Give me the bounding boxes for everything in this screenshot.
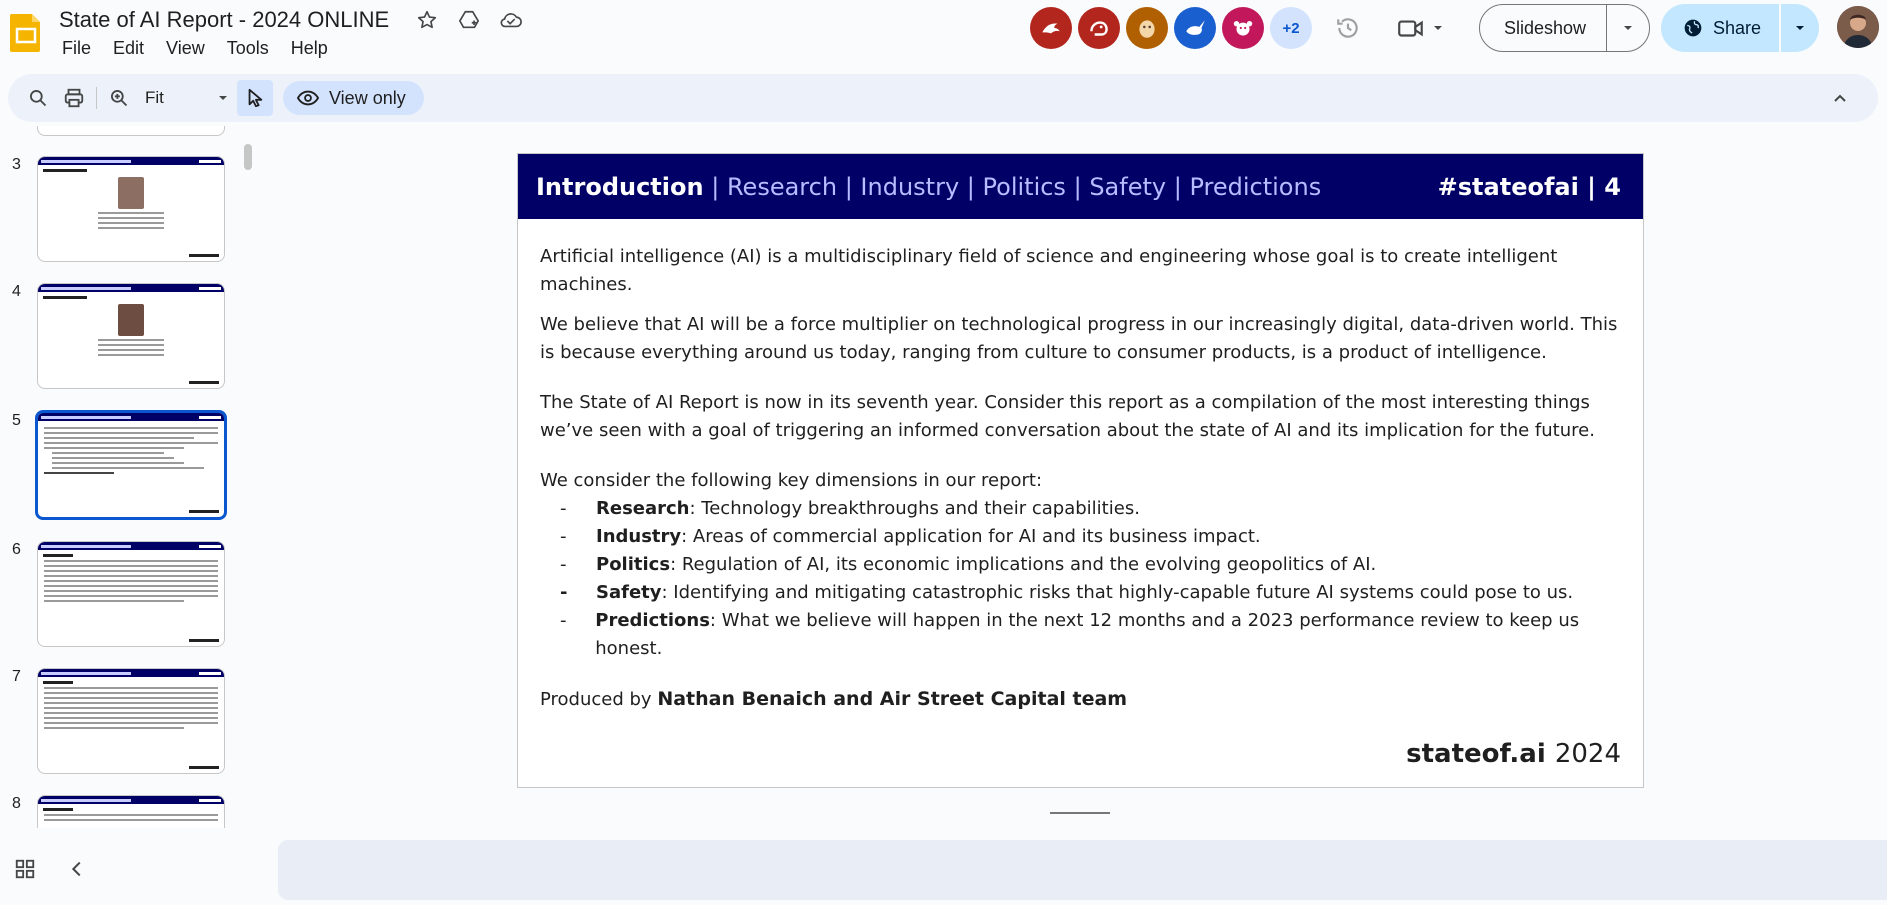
video-camera-icon [1396, 15, 1426, 41]
list-item: - Predictions: What we believe will happen in the next 12 months and a 2023 performance review to keep us honest. [560, 610, 1580, 659]
slide-number: 5 [12, 412, 21, 429]
cloud-status-icon[interactable] [497, 6, 525, 34]
axolotl-avatar[interactable] [1078, 7, 1120, 49]
author-photo [118, 177, 144, 209]
slide-number: 7 [12, 668, 21, 685]
author-photo [118, 304, 144, 336]
slide-hashtag: #stateofai | 4 [1437, 172, 1621, 201]
narwhal-avatar[interactable] [1174, 7, 1216, 49]
paragraph: We consider the following key dimensions in our report: [540, 470, 1043, 491]
speaker-notes-panel[interactable] [278, 840, 1887, 900]
eye-icon [297, 90, 319, 106]
nav-safety[interactable]: Safety [1089, 172, 1167, 201]
menu-edit[interactable]: Edit [113, 38, 145, 58]
dolphin-avatar[interactable] [1030, 7, 1072, 49]
collaborator-avatars [1030, 7, 1312, 49]
grid-view-icon[interactable] [14, 858, 36, 885]
view-only-label: View only [329, 87, 406, 108]
meet-button[interactable] [1396, 10, 1444, 46]
slide-thumbnail[interactable] [37, 795, 225, 828]
nav-industry[interactable]: Industry [860, 172, 960, 201]
list-item: - Industry: Areas of commercial application for AI and its business impact. [560, 526, 1261, 547]
filmstrip-scrollbar[interactable] [244, 144, 252, 170]
slideshow-options-dropdown[interactable] [1607, 5, 1649, 51]
zoom-icon[interactable] [101, 80, 137, 116]
document-title[interactable]: State of AI Report - 2024 ONLINE [59, 7, 390, 32]
slide-filmstrip[interactable] [0, 126, 255, 828]
share-options-dropdown[interactable] [1781, 4, 1819, 52]
collapse-filmstrip-icon[interactable] [66, 858, 88, 885]
paragraph: The State of AI Report is now in its seventh year. Consider this report as a compilation of the most interesting things we’ve seen with a goal of triggering an informed conversation about the state of AI and its implication for the future. [540, 392, 1595, 441]
axolotl-pink-avatar[interactable] [1222, 7, 1264, 49]
speaker-notes-resize-handle[interactable] [1050, 812, 1110, 814]
slide-footer [1406, 739, 1621, 769]
slide-number: 4 [12, 283, 21, 300]
slideshow-button[interactable]: Slideshow [1480, 5, 1607, 51]
list-item: - Safety: Identifying and mitigating catastrophic risks that highly-capable future AI systems could pose to us. [560, 582, 1574, 603]
produced-by: Produced by Nathan Benaich and Air Street Capital team [540, 688, 1128, 710]
nav-separator: | [844, 172, 853, 201]
list-item: - Research: Technology breakthroughs and their capabilities. [560, 498, 1140, 519]
toolbar-divider [96, 87, 97, 109]
slide-canvas[interactable] [517, 153, 1644, 788]
menu-view[interactable]: View [166, 38, 205, 58]
footer-year: 2024 [1554, 739, 1621, 769]
paragraph: Artificial intelligence (AI) is a multidisciplinary field of science and engineering whose goal is to create intelligent machines. [540, 246, 1558, 295]
share-button-group [1661, 4, 1819, 52]
chevron-down-icon [217, 92, 229, 104]
menu-tools[interactable]: Tools [226, 38, 269, 58]
menu-help[interactable]: Help [290, 38, 328, 58]
chevron-down-icon [1432, 22, 1444, 34]
menu-file[interactable]: File [62, 38, 92, 58]
select-pointer-icon[interactable] [237, 80, 273, 116]
slideshow-button-group [1479, 4, 1650, 52]
slide-thumbnail-selected[interactable] [35, 410, 227, 520]
nav-separator: | [1073, 172, 1082, 201]
slide-number: 3 [12, 156, 21, 173]
nav-separator: | [711, 172, 720, 201]
slide-thumbnail[interactable] [37, 668, 225, 774]
slide-number: 6 [12, 541, 21, 558]
nav-politics[interactable]: Politics [982, 172, 1066, 201]
section-nav [536, 173, 1321, 201]
more-collaborators-badge[interactable]: +2 [1270, 7, 1312, 49]
account-avatar[interactable] [1837, 6, 1879, 48]
zoom-value: Fit [145, 88, 164, 107]
globe-icon [1683, 18, 1703, 38]
version-history-icon[interactable] [1330, 10, 1366, 46]
slide-header-bar [518, 154, 1643, 219]
toolbar [8, 74, 1878, 122]
move-to-drive-icon[interactable] [455, 6, 483, 34]
print-icon[interactable] [56, 80, 92, 116]
list-item: - Politics: Regulation of AI, its economic implications and the evolving geopolitics of AI. [560, 554, 1377, 575]
star-icon[interactable] [413, 6, 441, 34]
nav-research[interactable]: Research [726, 172, 838, 201]
share-button[interactable] [1661, 4, 1781, 52]
menu-bar [51, 36, 339, 61]
nav-introduction[interactable]: Introduction [536, 172, 704, 201]
slides-logo-icon[interactable] [10, 12, 42, 54]
paragraph: We believe that AI will be a force multiplier on technological progress in our increasingly digital, data-driven world. This is because everything around us today, ranging from culture to consumer products, is a product of intelligence. [540, 314, 1618, 363]
slide-thumbnail-partial[interactable] [37, 126, 225, 136]
capybara-avatar[interactable] [1126, 7, 1168, 49]
slide-thumbnail[interactable] [37, 283, 225, 389]
nav-predictions[interactable]: Predictions [1189, 172, 1322, 201]
nav-separator: | [1173, 172, 1182, 201]
slide-thumbnail[interactable] [37, 541, 225, 647]
slide-thumbnail[interactable] [37, 156, 225, 262]
collapse-menus-icon[interactable] [1822, 80, 1858, 116]
view-only-button[interactable] [283, 81, 424, 115]
share-label: Share [1713, 17, 1762, 38]
search-icon[interactable] [20, 80, 56, 116]
nav-separator: | [966, 172, 975, 201]
footer-site: stateof.ai [1406, 739, 1546, 769]
chevron-down-icon [1622, 22, 1634, 34]
dimensions-list [540, 495, 1630, 663]
slide-number: 8 [12, 795, 21, 812]
zoom-select[interactable] [137, 80, 237, 116]
chevron-down-icon [1794, 22, 1806, 34]
slide-body [540, 243, 1630, 726]
